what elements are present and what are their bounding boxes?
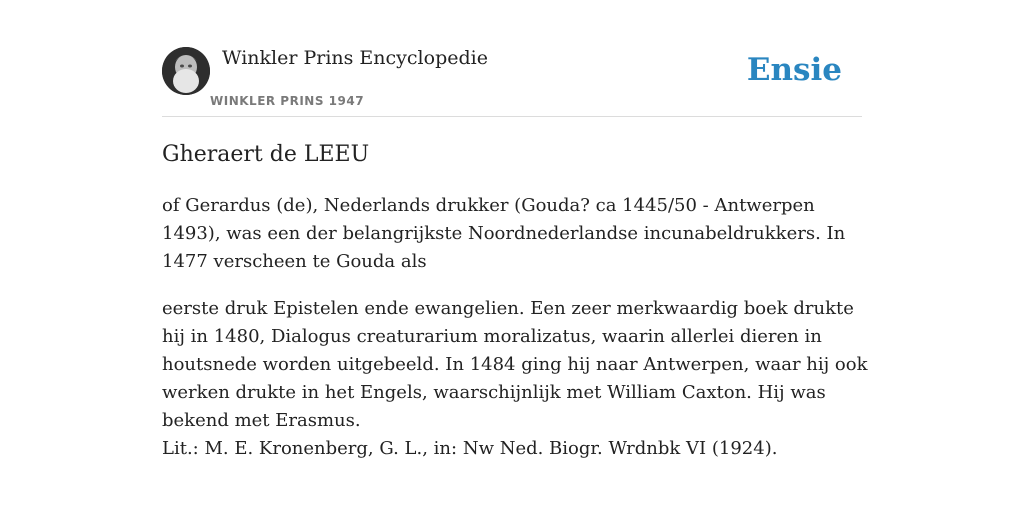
publication-subtitle: WINKLER PRINS 1947 — [210, 94, 365, 108]
header — [162, 46, 862, 117]
article-paragraph-1: of Gerardus (de), Nederlands drukker (Gouda? ca 1445/50 - Antwerpen 1493), was een der belangrijkste Noordnederlandse incunabeldrukkers. In 1477 verscheen te Gouda als — [162, 195, 846, 272]
article-literature: Lit.: M. E. Kronenberg, G. L., in: Nw Ned. Biogr. Wrdnbk VI (1924). — [162, 438, 778, 459]
article-paragraph-2: eerste druk Epistelen ende ewangelien. Een zeer merkwaardig boek drukte hij in 1480, Dialogus creaturarium moralizatus, waarin allerlei dieren in houtsnede worden uitgebeeld. In 1484 ging hij naar Antwerpen, waar hij ook werken drukte in het Engels, waarschijnlijk met William Caxton. Hij was bekend met Erasmus. — [162, 298, 868, 431]
portrait-avatar-icon[interactable] — [162, 47, 210, 95]
article-title: Gheraert de LEEU — [162, 142, 370, 167]
publication-title[interactable]: Winkler Prins Encyclopedie — [222, 47, 488, 69]
avatar-image — [162, 47, 210, 95]
brand-logo-link[interactable]: Ensie — [746, 52, 842, 88]
